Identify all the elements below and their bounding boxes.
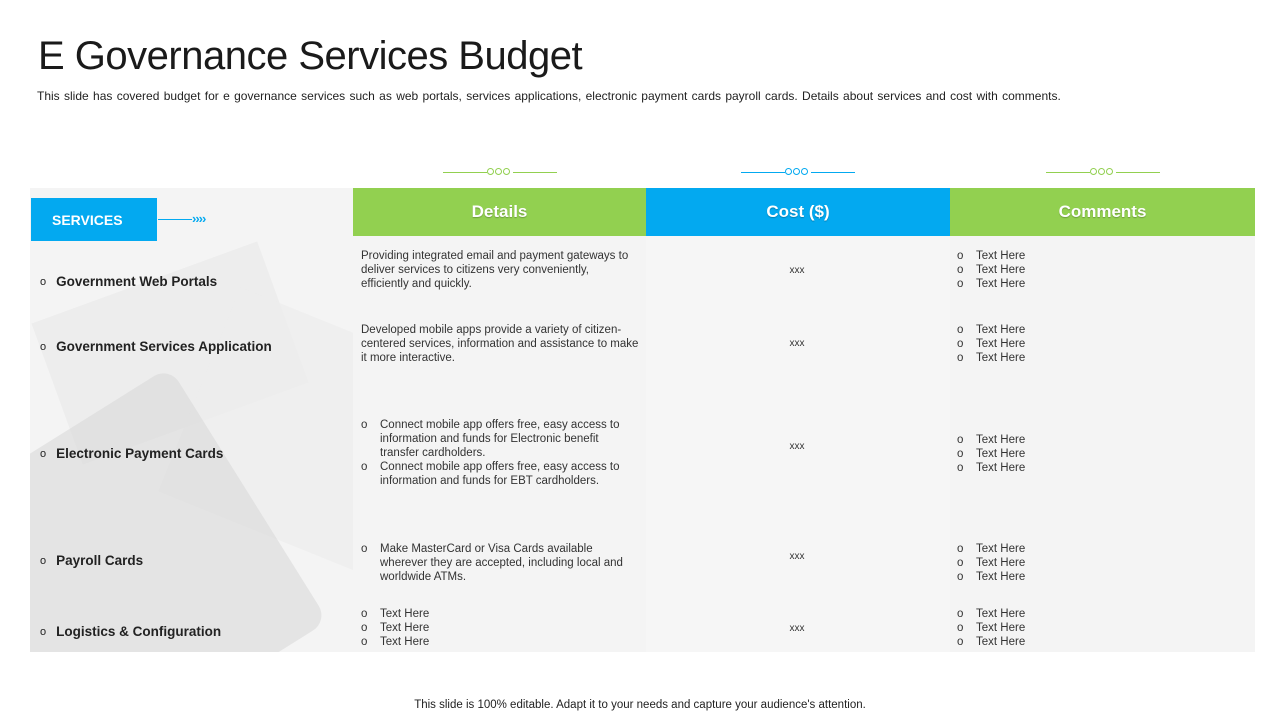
comment-item: o Text Here xyxy=(957,337,1025,351)
comment-item: o Text Here xyxy=(957,556,1025,570)
details-bullet: o Text Here xyxy=(361,607,561,621)
comment-item: o Text Here xyxy=(957,249,1025,263)
comments-list xyxy=(957,607,1025,649)
service-item: o Payroll Cards xyxy=(40,553,144,568)
header-cost: Cost ($) xyxy=(646,188,950,236)
service-item: o Electronic Payment Cards xyxy=(40,446,224,461)
comment-item: o Text Here xyxy=(957,263,1025,277)
header-decoration xyxy=(741,168,855,178)
service-label: Payroll Cards xyxy=(56,553,144,568)
comments-list xyxy=(957,249,1025,291)
service-label: Logistics & Configuration xyxy=(56,624,222,639)
comment-item: o Text Here xyxy=(957,635,1025,649)
comments-list xyxy=(957,323,1025,365)
chevron-arrows-icon: ›››› xyxy=(192,211,206,226)
header-decoration xyxy=(1046,168,1160,178)
cost-value: xxx xyxy=(789,551,805,562)
budget-table xyxy=(353,188,1255,652)
arrow-line xyxy=(158,219,192,220)
service-item: o Government Services Application xyxy=(40,339,272,354)
comment-item: o Text Here xyxy=(957,607,1025,621)
details-bullet: o Make MasterCard or Visa Cards available wherever they are accepted, including local and worldwide ATMs. xyxy=(361,542,641,584)
comment-item: o Text Here xyxy=(957,621,1025,635)
background-photo xyxy=(30,188,353,652)
comment-item: o Text Here xyxy=(957,570,1025,584)
details-bullet: o Connect mobile app offers free, easy access to information and funds for EBT cardholders. xyxy=(361,460,637,488)
service-item: o Government Web Portals xyxy=(40,274,218,289)
details-bullet: o Text Here xyxy=(361,621,561,635)
comment-item: o Text Here xyxy=(957,447,1025,461)
header-comments: Comments xyxy=(950,188,1255,236)
details-bullet: o Connect mobile app offers free, easy access to information and funds for Electronic benefit transfer cardholders. xyxy=(361,418,637,460)
header-details: Details xyxy=(353,188,646,236)
comment-item: o Text Here xyxy=(957,351,1025,365)
cost-value: xxx xyxy=(789,623,805,634)
service-label: Electronic Payment Cards xyxy=(56,446,224,461)
details-bullet: o Text Here xyxy=(361,635,561,649)
page-title: E Governance Services Budget xyxy=(38,34,583,78)
details-text: Developed mobile apps provide a variety of citizen-centered services, information and assistance to make it more interactive. xyxy=(361,324,639,364)
cost-value: xxx xyxy=(789,338,805,349)
header-decoration xyxy=(443,168,557,178)
details-list xyxy=(361,418,637,488)
comment-item: o Text Here xyxy=(957,433,1025,447)
page-subtitle: This slide has covered budget for e governance services such as web portals, services applications, electronic payment cards payroll cards. Details about services and cost with comments. xyxy=(37,89,1061,103)
details-text: Providing integrated email and payment gateways to deliver services to citizens very conveniently, efficiently and quickly. xyxy=(361,250,629,290)
services-label-box: SERVICES xyxy=(31,198,157,241)
comment-item: o Text Here xyxy=(957,277,1025,291)
cost-value: xxx xyxy=(789,265,805,276)
comments-list xyxy=(957,433,1025,475)
details-list xyxy=(361,607,561,649)
comments-list xyxy=(957,542,1025,584)
service-label: Government Web Portals xyxy=(56,274,218,289)
comment-item: o Text Here xyxy=(957,542,1025,556)
comment-item: o Text Here xyxy=(957,461,1025,475)
footer-note: This slide is 100% editable. Adapt it to your needs and capture your audience's attention. xyxy=(414,699,866,711)
cost-value: xxx xyxy=(789,441,805,452)
comment-item: o Text Here xyxy=(957,323,1025,337)
details-list xyxy=(361,542,641,584)
service-item: o Logistics & Configuration xyxy=(40,624,222,639)
service-label: Government Services Application xyxy=(56,339,272,354)
